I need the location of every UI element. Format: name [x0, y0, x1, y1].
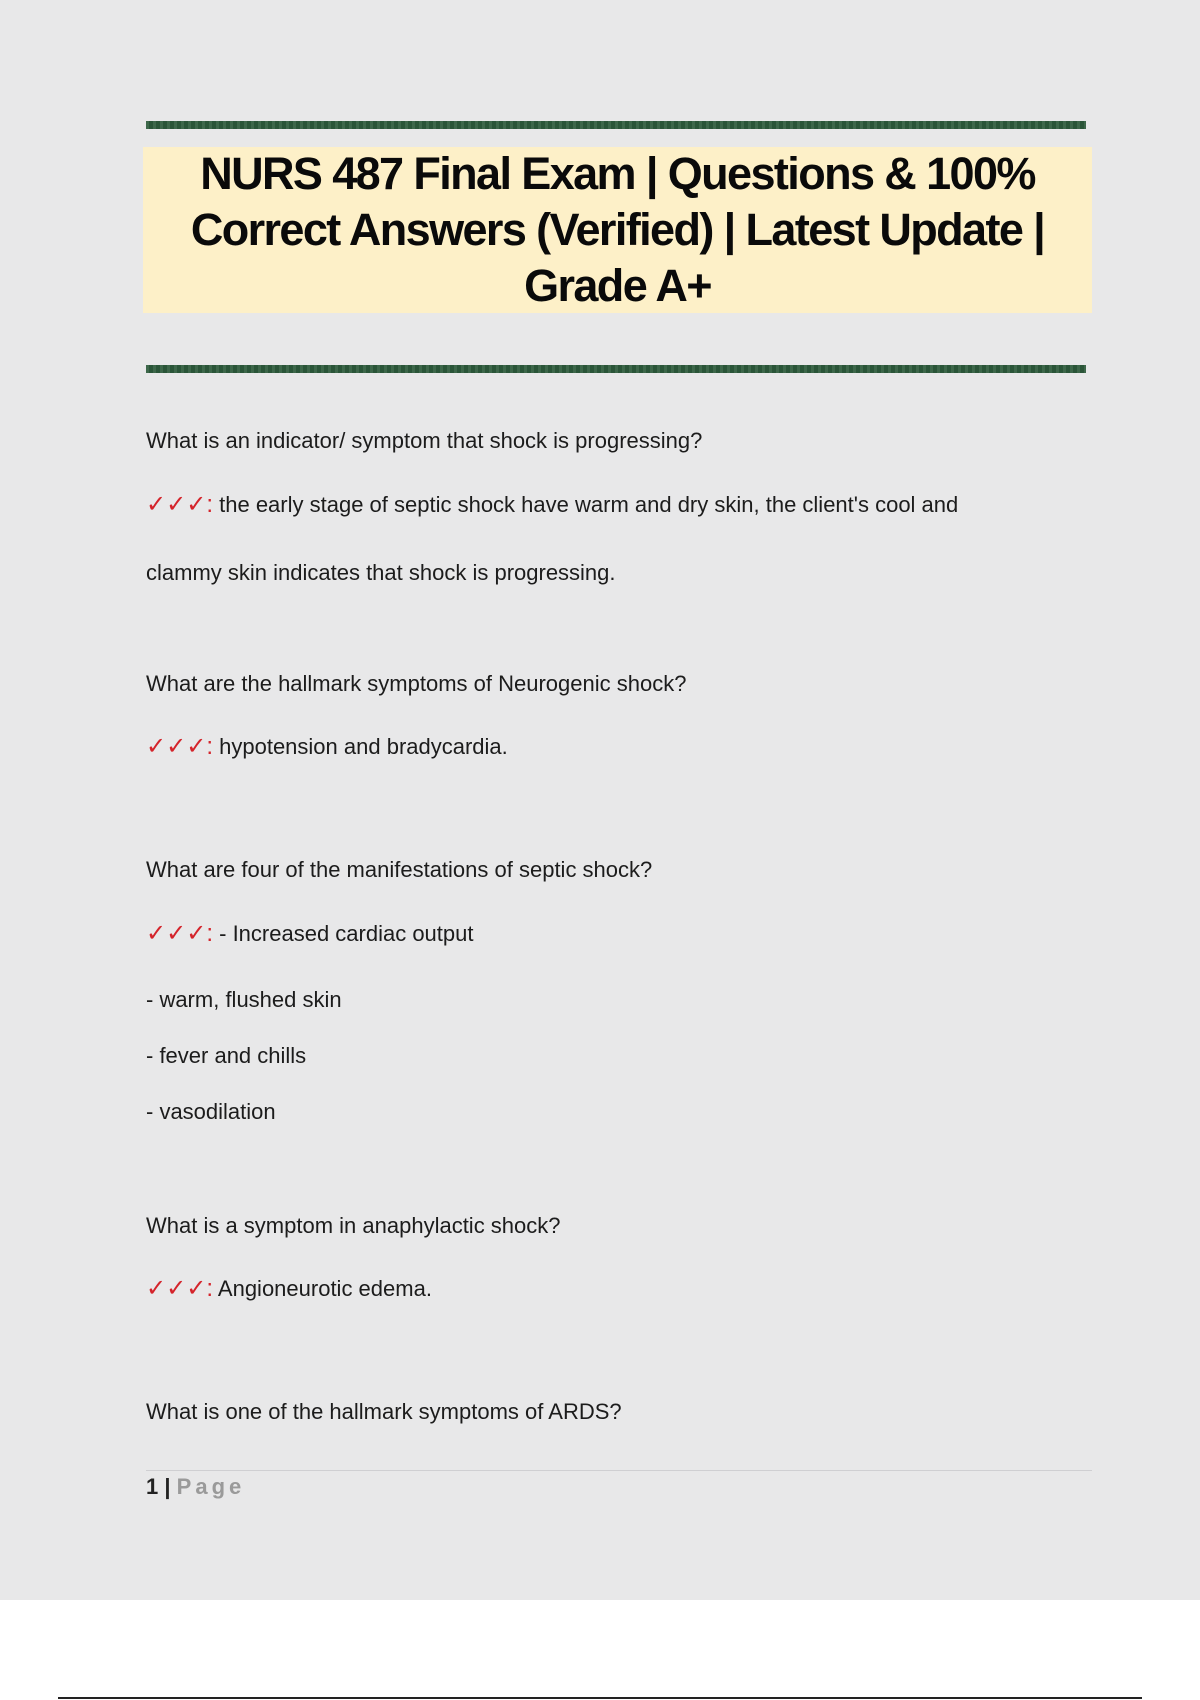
answer-1-text-1: the early stage of septic shock have warm and dry skin, the client's cool and	[219, 492, 959, 517]
question-2: What are the hallmark symptoms of Neurogenic shock?	[146, 671, 687, 696]
check-marks-icon: ✓✓✓:	[146, 920, 213, 947]
check-marks-icon: ✓✓✓:	[146, 491, 213, 518]
footer-rule	[146, 1470, 1092, 1471]
title-bottom-rule	[146, 365, 1086, 373]
answer-4-line-1	[146, 1274, 432, 1303]
footer-separator: |	[164, 1474, 171, 1499]
answer-3-line-2: - warm, flushed skin	[146, 987, 342, 1012]
answer-3-line-4: - vasodilation	[146, 1099, 276, 1124]
check-marks-icon: ✓✓✓:	[146, 733, 213, 760]
check-marks-icon: ✓✓✓:	[146, 1275, 213, 1302]
answer-1-line-1	[146, 490, 958, 519]
page-label: Page	[176, 1474, 246, 1499]
question-5: What is one of the hallmark symptoms of ARDS?	[146, 1399, 622, 1424]
answer-3-text-1: - Increased cardiac output	[219, 921, 474, 946]
page-footer	[146, 1474, 245, 1500]
answer-3-line-1	[146, 919, 474, 948]
answer-4-text-1: Angioneurotic edema.	[217, 1276, 432, 1301]
answer-3-line-3: - fever and chills	[146, 1043, 307, 1068]
answer-1-line-2: clammy skin indicates that shock is progressing.	[146, 560, 616, 585]
question-1: What is an indicator/ symptom that shock is progressing?	[146, 428, 703, 453]
answer-2-line-1	[146, 732, 508, 761]
question-4: What is a symptom in anaphylactic shock?	[146, 1213, 561, 1238]
document-title: NURS 487 Final Exam | Questions & 100% Correct Answers (Verified) | Latest Update | Grade A+	[190, 148, 1045, 311]
answer-2-text-1: hypotension and bradycardia.	[219, 734, 508, 759]
page-number: 1	[146, 1474, 159, 1499]
bottom-divider	[58, 1697, 1142, 1699]
title-top-rule	[146, 121, 1086, 129]
question-3: What are four of the manifestations of septic shock?	[146, 857, 653, 882]
title-banner	[143, 147, 1092, 313]
